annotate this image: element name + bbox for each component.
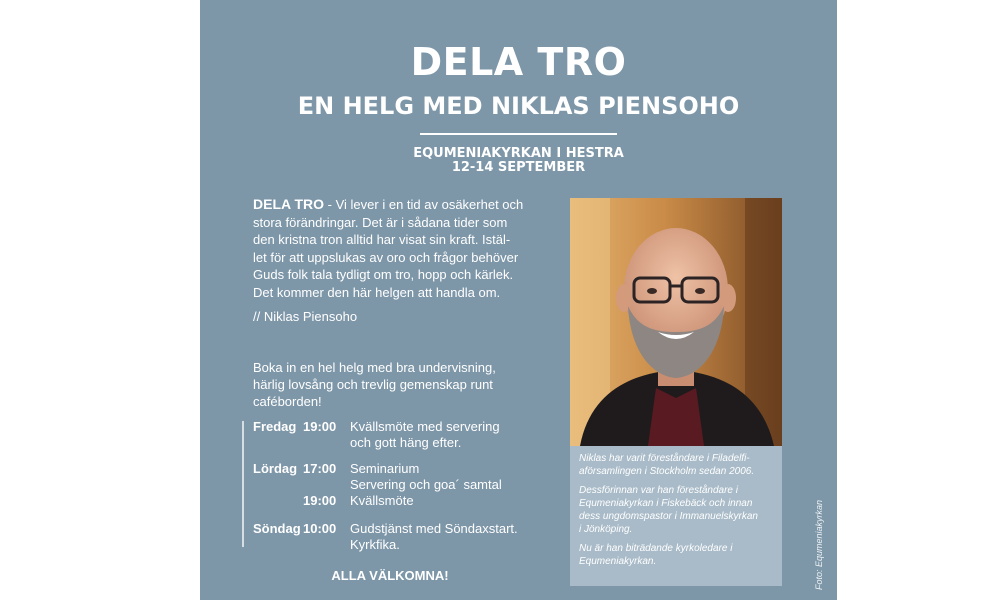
- venue-block: [200, 147, 837, 175]
- schedule-time: 19:00: [303, 493, 337, 508]
- poster-subtitle: EN HELG MED NIKLAS PIENSOHO: [297, 92, 740, 120]
- schedule-time: 17:00: [303, 461, 337, 476]
- venue-name: EQUMENIAKYRKAN I HESTRA: [413, 146, 624, 161]
- caption-line: Nu är han biträdande kyrkoledare i: [579, 543, 733, 554]
- intro-line: Det kommer den här helgen att handla om.: [253, 284, 501, 300]
- caption-line: aförsamlingen i Stockholm sedan 2006.: [579, 466, 755, 477]
- schedule-day: Lördag: [253, 461, 298, 476]
- event-dates: 12-14 SEPTEMBER: [451, 160, 586, 175]
- booking-text: [253, 359, 523, 410]
- caption-paragraph: [579, 484, 773, 536]
- caption-paragraph: [579, 542, 773, 568]
- caption-line: dess ungdomspastor i Immanuelskyrkan: [579, 511, 758, 522]
- schedule-day: Söndag: [253, 521, 301, 536]
- caption-paragraph: [579, 452, 773, 478]
- poster-title: DELA TRO: [410, 40, 627, 84]
- schedule-day: Fredag: [253, 419, 297, 434]
- schedule-event: [350, 419, 500, 451]
- portrait-illustration: [570, 198, 782, 446]
- booking-line: caféborden!: [253, 394, 322, 409]
- schedule-event-line: Kvällsmöte med servering: [350, 419, 500, 434]
- signature: // Niklas Piensoho: [253, 309, 358, 324]
- photo-credit: Foto: Equmeniakyrkan: [814, 499, 824, 590]
- intro-separator: -: [324, 197, 336, 212]
- booking-line: Boka in en hel helg med bra undervisning,: [253, 360, 496, 375]
- schedule-time: 10:00: [303, 521, 337, 536]
- schedule-event-line: Servering och goa´ samtal: [350, 477, 502, 492]
- title-divider: [420, 133, 617, 135]
- schedule-event: [350, 521, 518, 553]
- intro-line: Guds folk tala tydligt om tro, hopp och kärlek.: [253, 267, 514, 282]
- welcome-text: ALLA VÄLKOMNA!: [331, 568, 449, 583]
- intro-text: [253, 196, 533, 301]
- photo-caption: [570, 446, 782, 586]
- schedule-event: [350, 493, 414, 509]
- schedule-bar: [242, 421, 244, 547]
- caption-line: Niklas har varit föreståndare i Filadelfi-: [579, 453, 750, 464]
- schedule-event-line: Kyrkfika.: [350, 537, 400, 552]
- intro-line: den kristna tron alltid har visat sin kraft. Istäl-: [253, 232, 511, 247]
- portrait-photo: [570, 198, 782, 446]
- booking-line: härlig lovsång och trevlig gemenskap runt: [253, 377, 493, 392]
- schedule-event-line: Kvällsmöte: [350, 493, 414, 508]
- schedule-event-line: Gudstjänst med Söndaxstart.: [350, 521, 518, 536]
- caption-line: Dessförinnan var han föreståndare i: [579, 485, 738, 496]
- caption-line: Equmeniakyrkan i Fiskebäck och innan: [579, 498, 753, 509]
- intro-line: let för att uppslukas av oro och frågor behöver: [253, 249, 519, 265]
- schedule-time: 19:00: [303, 419, 337, 434]
- event-poster: [200, 0, 837, 600]
- intro-line: Vi lever i en tid av osäkerhet och: [335, 197, 524, 212]
- intro-line: stora förändringar. Det är i sådana tider som: [253, 214, 508, 230]
- schedule-event-line: och gott häng efter.: [350, 435, 462, 450]
- schedule-event-line: Seminarium: [350, 461, 420, 476]
- intro-lead: DELA TRO: [253, 196, 325, 212]
- caption-line: Equmeniakyrkan.: [579, 556, 657, 567]
- caption-line: i Jönköping.: [579, 524, 633, 535]
- schedule-event: [350, 461, 502, 493]
